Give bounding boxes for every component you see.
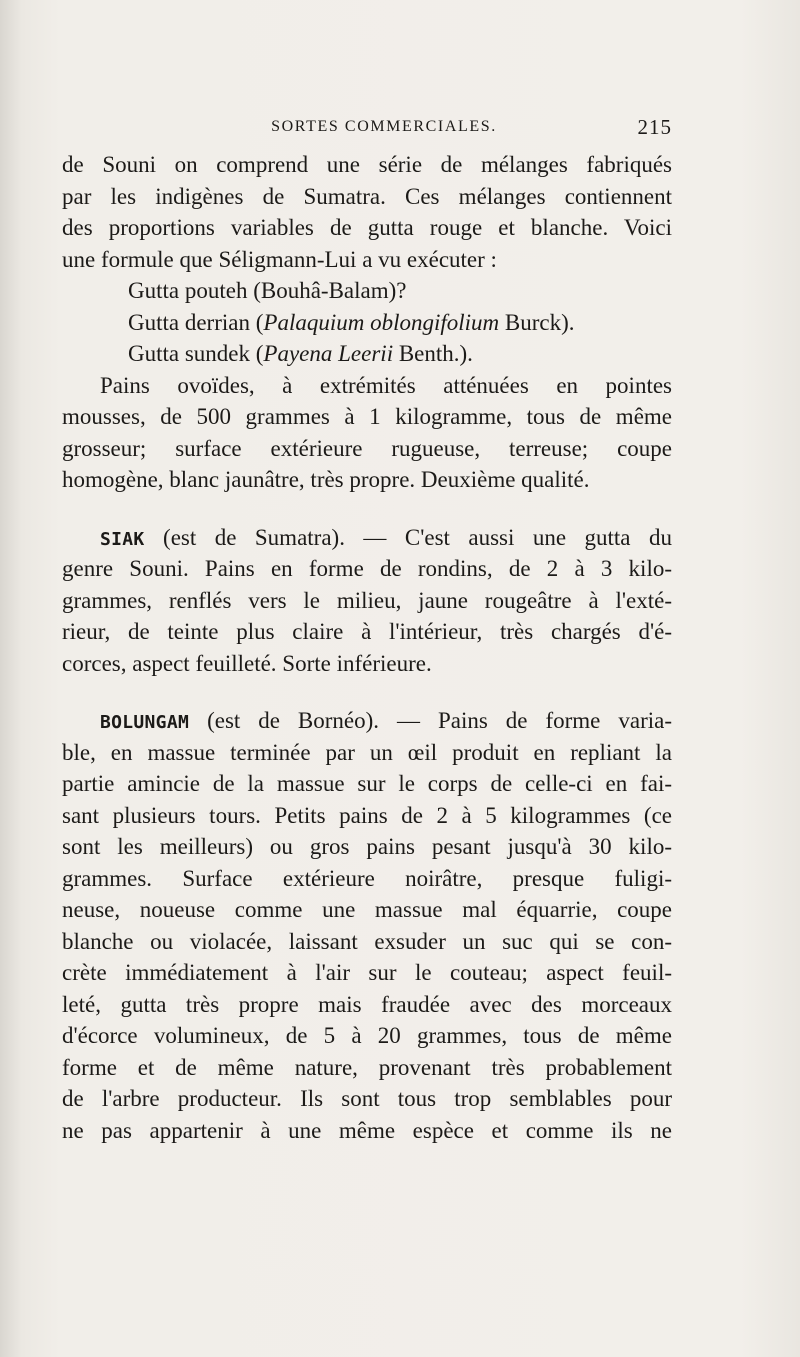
section-gap bbox=[62, 496, 672, 522]
latin-name: Payena Leerii bbox=[263, 341, 394, 366]
text-line: grosseur; surface extérieure rugueuse, terreuse; coupe bbox=[62, 435, 672, 461]
text-line: une formule que Séligmann-Lui a vu exécuter : bbox=[62, 246, 497, 272]
text-line: ne pas appartenir à une même espèce et comme ils ne bbox=[62, 1117, 672, 1143]
formula-item: Gutta pouteh (Bouhâ-Balam)? bbox=[128, 278, 407, 303]
intro-paragraph bbox=[62, 149, 672, 275]
text-line: de l'arbre producteur. Ils sont tous trop semblables pour bbox=[62, 1086, 672, 1111]
latin-name: Palaquium oblongifolium bbox=[263, 309, 500, 335]
formula-list bbox=[62, 275, 672, 370]
bolungam-entry bbox=[62, 705, 672, 1146]
text-line: grammes, renflés vers le milieu, jaune rougeâtre à l'exté- bbox=[62, 587, 672, 613]
text-line: mousses, de 500 grammes à 1 kilogramme, tous de même bbox=[62, 404, 672, 429]
section-gap bbox=[62, 679, 672, 705]
entry-text: (est de Sumatra). — C'est aussi une gutta du bbox=[144, 524, 672, 550]
entry-first-line bbox=[62, 522, 672, 554]
text-line: leté, gutta très propre mais fraudée avec des morceaux bbox=[62, 991, 672, 1017]
running-header bbox=[60, 115, 672, 140]
formula-text: Benth.). bbox=[393, 341, 473, 366]
formula-text: Gutta sundek ( bbox=[128, 341, 264, 366]
siak-entry bbox=[62, 522, 672, 680]
formula-text: Burck). bbox=[499, 309, 575, 335]
text-line: d'écorce volumineux, de 5 à 20 grammes, tous de même bbox=[62, 1023, 672, 1048]
running-title: SORTES COMMERCIALES. bbox=[271, 118, 497, 135]
text-line: genre Souni. Pains en forme de rondins, de 2 à 3 kilo- bbox=[62, 556, 672, 581]
text-line: crète immédiatement à l'air sur le couteau; aspect feuil- bbox=[62, 960, 672, 985]
body-text bbox=[62, 149, 672, 1146]
text-line: forme et de même nature, provenant très probablement bbox=[62, 1054, 672, 1080]
text-line: de Souni on comprend une série de mélanges fabriqués bbox=[62, 152, 672, 177]
formula-item bbox=[62, 307, 672, 339]
text-line: ble, en massue terminée par un œil produit en repliant la bbox=[62, 739, 672, 765]
page-number: 215 bbox=[637, 115, 672, 139]
text-line: homogène, blanc jaunâtre, très propre. Deuxième qualité. bbox=[62, 467, 590, 492]
formula-item bbox=[62, 338, 672, 370]
text-line: sont les meilleurs) ou gros pains pesant jusqu'à 30 kilo- bbox=[62, 834, 672, 859]
text-line: Pains ovoïdes, à extrémités atténuées en pointes bbox=[100, 372, 672, 398]
text-line: partie amincie de la massue sur le corps de celle-ci en fai- bbox=[62, 771, 672, 796]
entry-first-line bbox=[62, 705, 672, 737]
text-line: par les indigènes de Sumatra. Ces mélanges contiennent bbox=[62, 183, 672, 209]
entry-term: BOLUNGAM bbox=[100, 712, 190, 733]
text-line: grammes. Surface extérieure noirâtre, presque fuligi- bbox=[62, 865, 672, 891]
text-line: rieur, de teinte plus claire à l'intérieur, très chargés d'é- bbox=[62, 619, 672, 644]
text-line: corces, aspect feuilleté. Sorte inférieure. bbox=[62, 650, 432, 676]
text-line: sant plusieurs tours. Petits pains de 2 à 5 kilogrammes (ce bbox=[62, 802, 672, 828]
text-line: neuse, noueuse comme une massue mal équarrie, coupe bbox=[62, 897, 672, 922]
text-line: des proportions variables de gutta rouge et blanche. Voici bbox=[62, 215, 672, 240]
description-paragraph bbox=[62, 370, 672, 496]
entry-text: (est de Bornéo). — Pains de forme varia- bbox=[189, 708, 672, 733]
text-line: blanche ou violacée, laissant exsuder un suc qui se con- bbox=[62, 928, 672, 954]
formula-text: Gutta derrian ( bbox=[128, 309, 264, 335]
entry-term: SIAK bbox=[100, 528, 145, 550]
